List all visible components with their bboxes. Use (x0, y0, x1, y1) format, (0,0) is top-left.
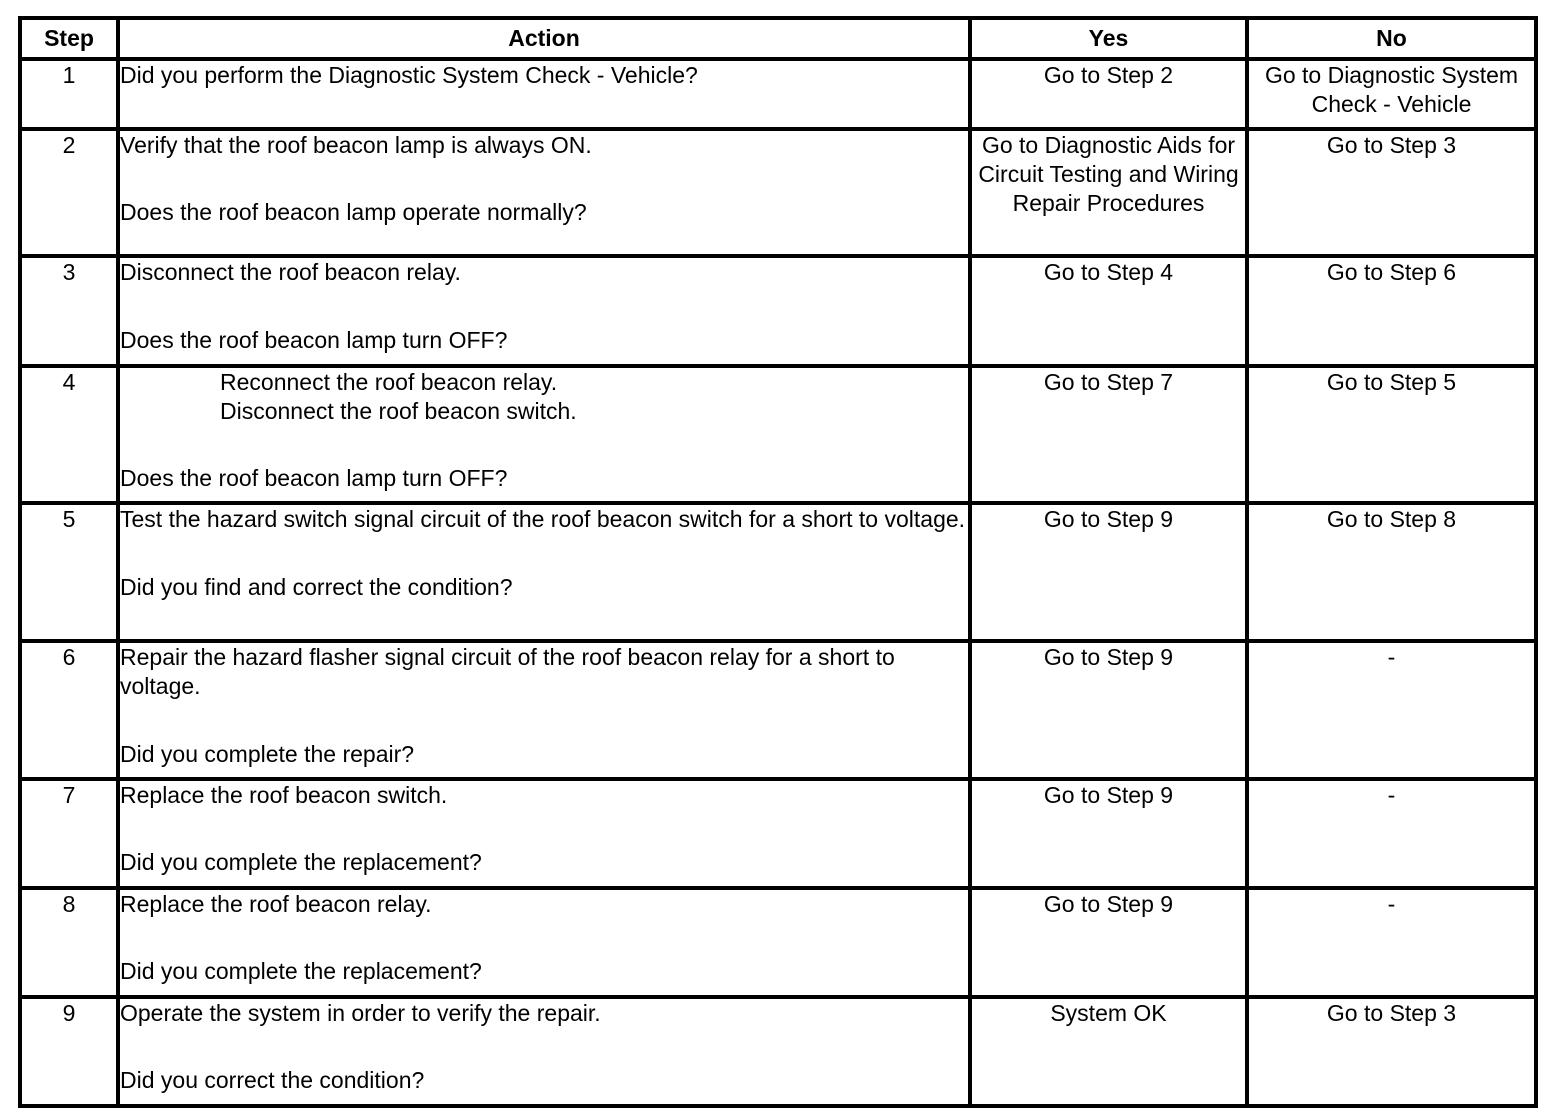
action-cell (118, 779, 970, 888)
action-text: Test the hazard switch signal circuit of the roof beacon switch for a short to voltage. (120, 506, 966, 532)
action-text: Repair the hazard flasher signal circuit of the roof beacon relay for a short to voltage. (120, 644, 895, 699)
no-cell: - (1247, 641, 1536, 779)
action-cell (118, 641, 970, 779)
no-cell: Go to Diagnostic System Check - Vehicle (1247, 59, 1536, 129)
step-number: 9 (20, 997, 118, 1106)
step-number: 4 (20, 366, 118, 503)
header-row (20, 18, 1536, 59)
action-text: Disconnect the roof beacon relay. (120, 259, 461, 285)
no-cell: - (1247, 888, 1536, 997)
table-row (20, 641, 1536, 779)
yes-cell: Go to Step 2 (970, 59, 1247, 129)
yes-cell: Go to Diagnostic Aids for Circuit Testing and Wiring Repair Procedures (970, 129, 1247, 256)
action-cell (118, 366, 970, 503)
table-row (20, 59, 1536, 129)
yes-cell: Go to Step 7 (970, 366, 1247, 503)
action-cell (118, 256, 970, 366)
header-step: Step (20, 18, 118, 59)
action-text: Replace the roof beacon relay. (120, 891, 432, 917)
yes-cell: Go to Step 9 (970, 503, 1247, 641)
no-cell: Go to Step 8 (1247, 503, 1536, 641)
action-substep: Disconnect the roof beacon switch. (220, 398, 577, 424)
action-cell (118, 503, 970, 641)
yes-cell: Go to Step 4 (970, 256, 1247, 366)
step-number: 5 (20, 503, 118, 641)
yes-cell: Go to Step 9 (970, 641, 1247, 779)
action-text: Operate the system in order to verify the repair. (120, 1000, 601, 1026)
action-text: Did you perform the Diagnostic System Check - Vehicle? (120, 62, 698, 88)
step-number: 6 (20, 641, 118, 779)
header-no: No (1247, 18, 1536, 59)
table-row (20, 503, 1536, 641)
step-number: 8 (20, 888, 118, 997)
action-cell (118, 59, 970, 129)
step-number: 2 (20, 129, 118, 256)
table-row (20, 366, 1536, 503)
no-cell: Go to Step 3 (1247, 129, 1536, 256)
action-question: Did you correct the condition? (120, 1067, 425, 1093)
step-number: 1 (20, 59, 118, 129)
action-question: Does the roof beacon lamp turn OFF? (120, 465, 508, 491)
header-yes: Yes (970, 18, 1247, 59)
table-row (20, 997, 1536, 1106)
action-substep: Reconnect the roof beacon relay. (220, 369, 558, 395)
no-cell: - (1247, 779, 1536, 888)
action-question: Did you complete the replacement? (120, 958, 482, 984)
action-cell (118, 888, 970, 997)
action-cell (118, 129, 970, 256)
no-cell: Go to Step 3 (1247, 997, 1536, 1106)
action-question: Does the roof beacon lamp operate normally? (120, 199, 587, 225)
no-cell: Go to Step 5 (1247, 366, 1536, 503)
yes-cell: Go to Step 9 (970, 888, 1247, 997)
table-row (20, 256, 1536, 366)
action-cell (118, 997, 970, 1106)
action-text: Replace the roof beacon switch. (120, 782, 448, 808)
header-action: Action (118, 18, 970, 59)
step-number: 7 (20, 779, 118, 888)
no-cell: Go to Step 6 (1247, 256, 1536, 366)
action-text: Verify that the roof beacon lamp is always ON. (120, 132, 592, 158)
diagnostic-table (18, 16, 1538, 1108)
yes-cell: System OK (970, 997, 1247, 1106)
table-row (20, 129, 1536, 256)
yes-cell: Go to Step 9 (970, 779, 1247, 888)
action-question: Did you complete the replacement? (120, 849, 482, 875)
table-row (20, 888, 1536, 997)
step-number: 3 (20, 256, 118, 366)
action-question: Did you find and correct the condition? (120, 574, 513, 600)
action-question: Did you complete the repair? (120, 741, 415, 767)
action-question: Does the roof beacon lamp turn OFF? (120, 327, 508, 353)
table-row (20, 779, 1536, 888)
